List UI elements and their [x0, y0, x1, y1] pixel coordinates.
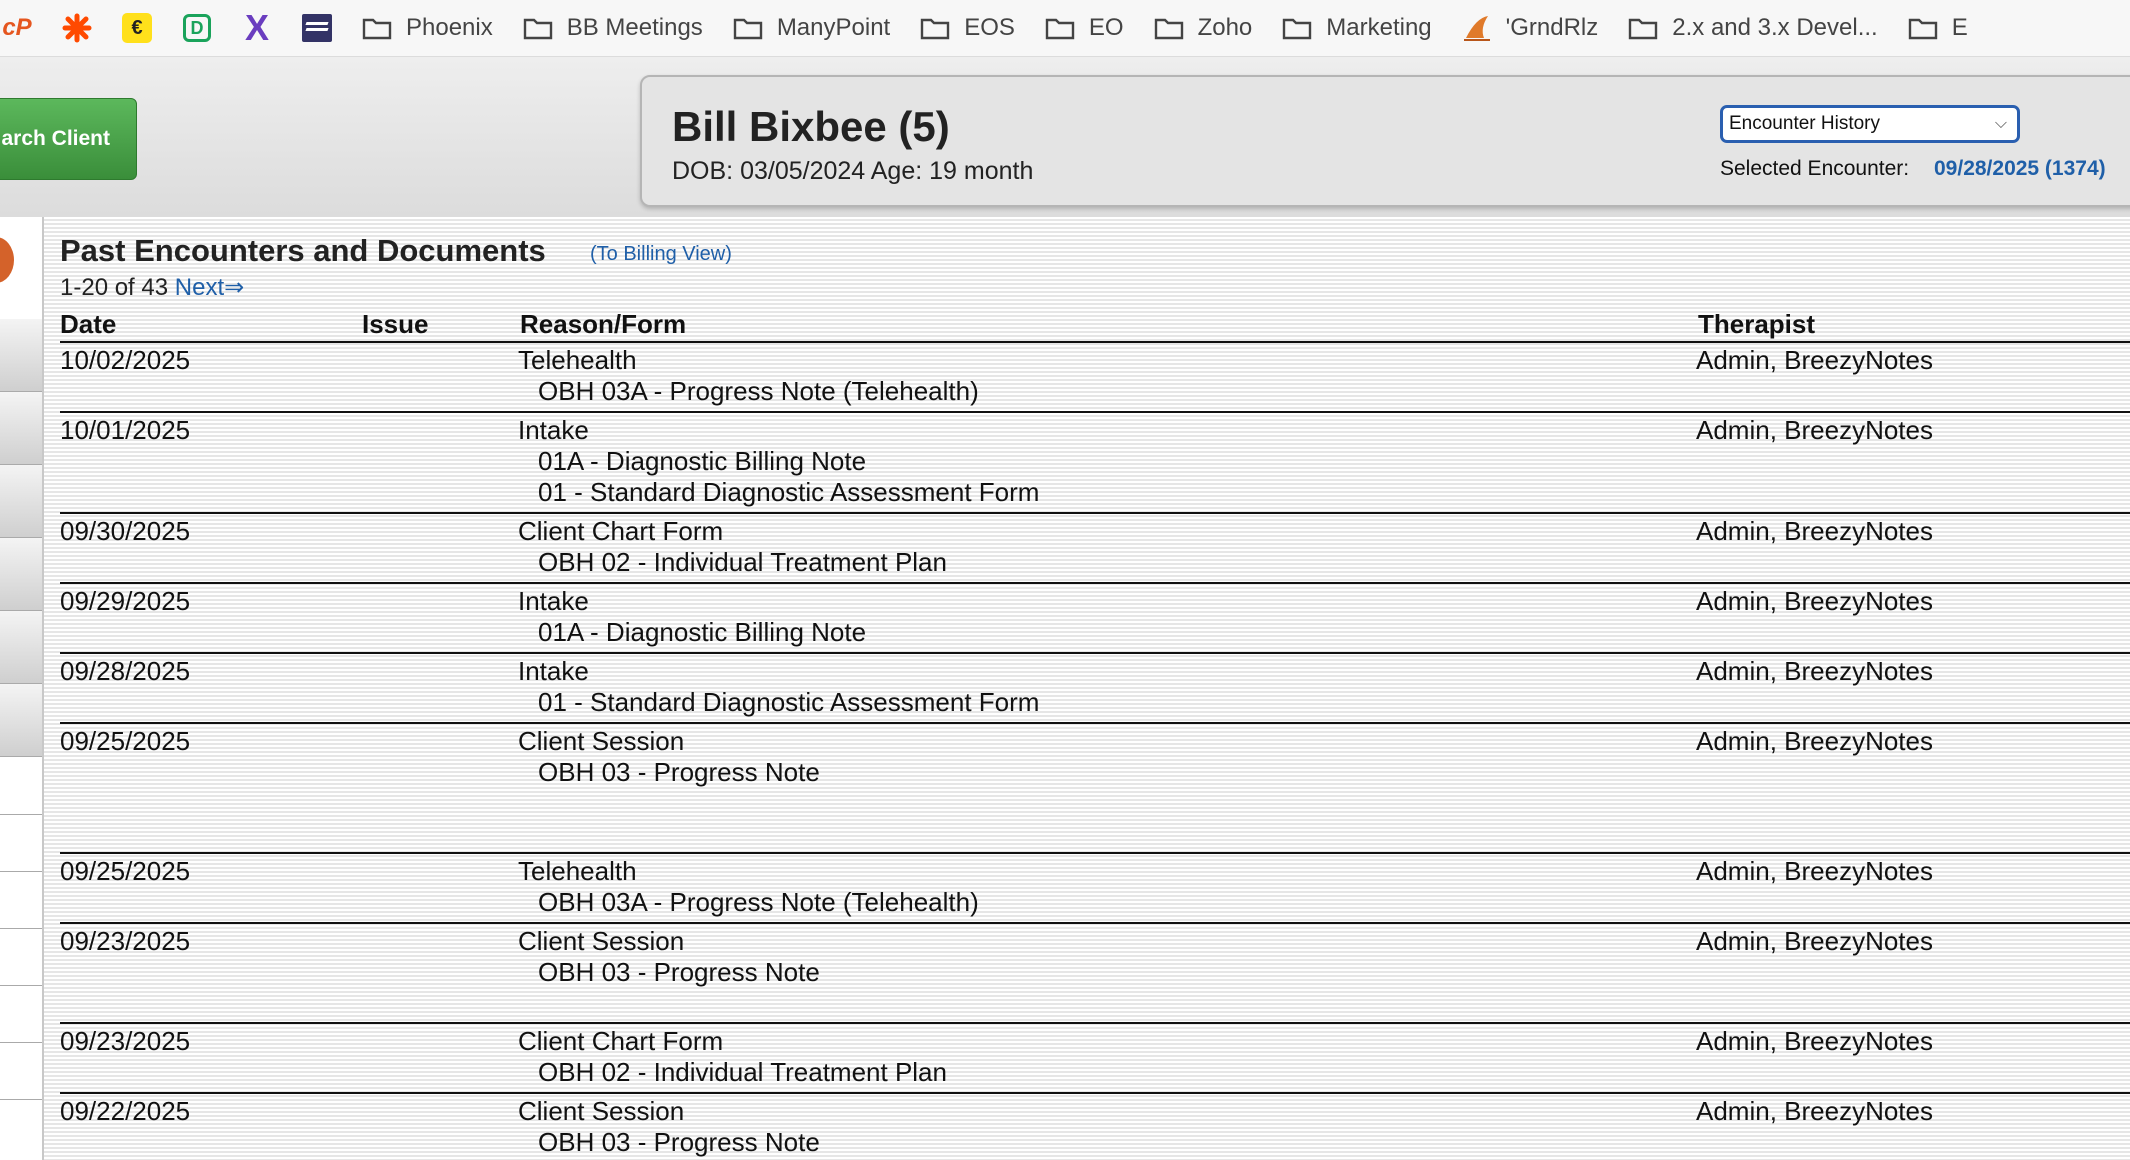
bookmark-folder-label: EO [1088, 14, 1124, 41]
next-page-link[interactable]: Next⇒ [174, 274, 245, 301]
pagination-range: 1-20 of 43 [60, 274, 169, 301]
encounter-therapist: Admin, BreezyNotes [1696, 926, 1933, 956]
folder-icon [1045, 16, 1075, 40]
encounter-document-link[interactable]: OBH 03 - Progress Note [538, 957, 820, 987]
folder-icon [733, 16, 763, 40]
encounter-therapist: Admin, BreezyNotes [1696, 656, 1933, 686]
folder-icon [1628, 16, 1658, 40]
client-info-panel [640, 75, 2130, 207]
encounter-document-link[interactable]: OBH 03A - Progress Note (Telehealth) [538, 887, 979, 917]
encounter-document-link[interactable]: OBH 02 - Individual Treatment Plan [538, 1057, 947, 1087]
encounters-content [44, 217, 2130, 1160]
encounter-date[interactable]: 09/23/2025 [60, 1026, 191, 1056]
left-tab[interactable] [0, 538, 42, 611]
bookmark-folder-label: Phoenix [406, 14, 493, 41]
folder-icon [1908, 16, 1938, 40]
left-tab-divider [0, 871, 42, 872]
bookmark-folder-label: E [1951, 14, 1968, 41]
bookmark-folder-eo[interactable] [1045, 14, 1124, 42]
encounter-therapist: Admin, BreezyNotes [1696, 586, 1933, 616]
selected-encounter-value[interactable]: 09/28/2025 (1374) [1934, 157, 2106, 180]
dialpad-icon[interactable]: D [180, 11, 214, 45]
bookmark-folder-label: EOS [964, 14, 1015, 41]
bookmark-folder-manypoint[interactable] [733, 14, 890, 42]
encounter-select[interactable] [1720, 105, 2020, 143]
client-dob: DOB: 03/05/2024 Age: 19 month [672, 157, 1034, 185]
bookmark-folder-bb-meetings[interactable] [523, 14, 703, 42]
bookmark-link-grndrlz[interactable] [1462, 14, 1599, 42]
bookmark-folder-label: Zoho [1197, 14, 1253, 41]
left-nav-strip [0, 217, 44, 1160]
table-row[interactable] [60, 1094, 2130, 1160]
encounter-reason[interactable]: Client Session [518, 726, 685, 756]
encounters-table [60, 343, 2130, 1160]
bookmark-folder-label: 2.x and 3.x Devel... [1672, 14, 1878, 41]
bookmark-folder-eos[interactable] [920, 14, 1015, 42]
bookmark-folder-phoenix[interactable] [362, 14, 493, 42]
encounter-date[interactable]: 09/29/2025 [60, 586, 191, 616]
folder-icon [362, 16, 392, 40]
encounter-reason[interactable]: Telehealth [518, 345, 637, 375]
encounter-reason[interactable]: Client Session [518, 1096, 685, 1126]
bookmark-folder-label: BB Meetings [566, 14, 703, 41]
encounter-select-value: Encounter History [1729, 113, 1881, 134]
bookmark-folder-devel[interactable] [1628, 14, 1877, 42]
encounter-date[interactable]: 09/25/2025 [60, 726, 191, 756]
folder-icon [1282, 16, 1312, 40]
table-row[interactable] [60, 724, 2130, 854]
left-tab-divider [0, 1099, 42, 1100]
encounter-document-link[interactable]: OBH 03 - Progress Note [538, 1127, 820, 1157]
bookmark-folder-last[interactable] [1908, 14, 1968, 42]
encounter-document-link[interactable]: 01A - Diagnostic Billing Note [538, 617, 867, 647]
folder-icon [920, 16, 950, 40]
logo-icon [0, 237, 14, 283]
encounter-reason[interactable]: Client Chart Form [518, 1026, 724, 1056]
encounter-document-link[interactable]: OBH 03 - Progress Note [538, 757, 820, 787]
left-tab-divider [0, 985, 42, 986]
bookmark-folder-label: Marketing [1326, 14, 1432, 41]
encounter-document-link[interactable]: OBH 02 - Individual Treatment Plan [538, 547, 947, 577]
table-row[interactable] [60, 584, 2130, 654]
encounter-therapist: Admin, BreezyNotes [1696, 1096, 1933, 1126]
column-header-reason: Reason/Form [520, 309, 687, 339]
encounter-therapist: Admin, BreezyNotes [1696, 726, 1933, 756]
table-row[interactable] [60, 514, 2130, 584]
bookmark-link-label: 'GrndRlz [1505, 14, 1599, 41]
left-tab-divider [0, 928, 42, 929]
left-tab[interactable] [0, 392, 42, 465]
selected-encounter-label: Selected Encounter: [1720, 157, 1910, 180]
search-client-button[interactable]: arch Client [0, 98, 137, 180]
bookmark-folder-label: ManyPoint [776, 14, 891, 41]
bookmark-folder-zoho[interactable] [1154, 14, 1253, 42]
cpanel-icon[interactable]: cP [2, 14, 32, 41]
encounter-date[interactable]: 09/25/2025 [60, 856, 191, 886]
encounter-date[interactable]: 10/02/2025 [60, 345, 191, 375]
chevron-down-icon: ⌵ [1994, 115, 2007, 132]
left-tab[interactable] [0, 611, 42, 684]
encounter-date[interactable]: 10/01/2025 [60, 415, 191, 445]
table-row[interactable] [60, 413, 2130, 514]
encounter-document-link[interactable]: OBH 03A - Progress Note (Telehealth) [538, 376, 979, 406]
encounter-document-link[interactable]: 01 - Standard Diagnostic Assessment Form [538, 477, 1040, 507]
table-row[interactable] [60, 1024, 2130, 1094]
client-header-area [0, 57, 2130, 217]
encounter-document-link[interactable]: 01 - Standard Diagnostic Assessment Form [538, 687, 1040, 717]
pagination [60, 273, 244, 302]
bookmark-folder-marketing[interactable] [1282, 14, 1431, 42]
left-tab-divider [0, 1042, 42, 1043]
encounter-date[interactable]: 09/22/2025 [60, 1096, 191, 1126]
column-header-issue: Issue [362, 309, 429, 339]
encounter-reason[interactable]: Intake [518, 586, 589, 616]
encounter-reason[interactable]: Intake [518, 656, 589, 686]
table-row[interactable] [60, 854, 2130, 924]
encounter-therapist: Admin, BreezyNotes [1696, 516, 1933, 546]
encounter-reason[interactable]: Client Chart Form [518, 516, 724, 546]
encounter-therapist: Admin, BreezyNotes [1696, 415, 1933, 445]
left-tab[interactable] [0, 684, 42, 757]
encounter-therapist: Admin, BreezyNotes [1696, 856, 1933, 886]
column-header-therapist: Therapist [1698, 309, 1816, 339]
table-row[interactable] [60, 343, 2130, 413]
encounter-therapist: Admin, BreezyNotes [1696, 345, 1933, 375]
table-row[interactable] [60, 924, 2130, 1024]
encounter-date[interactable]: 09/28/2025 [60, 656, 191, 686]
zapier-icon[interactable] [60, 11, 94, 45]
left-tab-divider [0, 814, 42, 815]
encounter-reason[interactable]: Telehealth [518, 856, 637, 886]
encounter-date[interactable]: 09/23/2025 [60, 926, 191, 956]
sail-icon [1462, 14, 1492, 42]
encounter-therapist: Admin, BreezyNotes [1696, 1026, 1933, 1056]
folder-icon [1154, 16, 1184, 40]
page-title: Past Encounters and Documents [60, 233, 546, 268]
client-name: Bill Bixbee (5) [672, 103, 950, 150]
usps-icon[interactable] [300, 11, 334, 45]
left-tab[interactable] [0, 319, 42, 392]
table-row[interactable] [60, 654, 2130, 724]
encounter-reason[interactable]: Client Session [518, 926, 685, 956]
mailchimp-icon[interactable]: € [120, 11, 154, 45]
encounter-date[interactable]: 09/30/2025 [60, 516, 191, 546]
left-tab[interactable] [0, 465, 42, 538]
encounter-reason[interactable]: Intake [518, 415, 589, 445]
bookmarks-bar [0, 0, 2130, 57]
xero-icon[interactable]: X [244, 7, 269, 48]
billing-view-link[interactable]: (To Billing View) [590, 243, 732, 265]
encounter-document-link[interactable]: 01A - Diagnostic Billing Note [538, 446, 867, 476]
folder-icon [523, 16, 553, 40]
column-header-date: Date [60, 309, 117, 339]
